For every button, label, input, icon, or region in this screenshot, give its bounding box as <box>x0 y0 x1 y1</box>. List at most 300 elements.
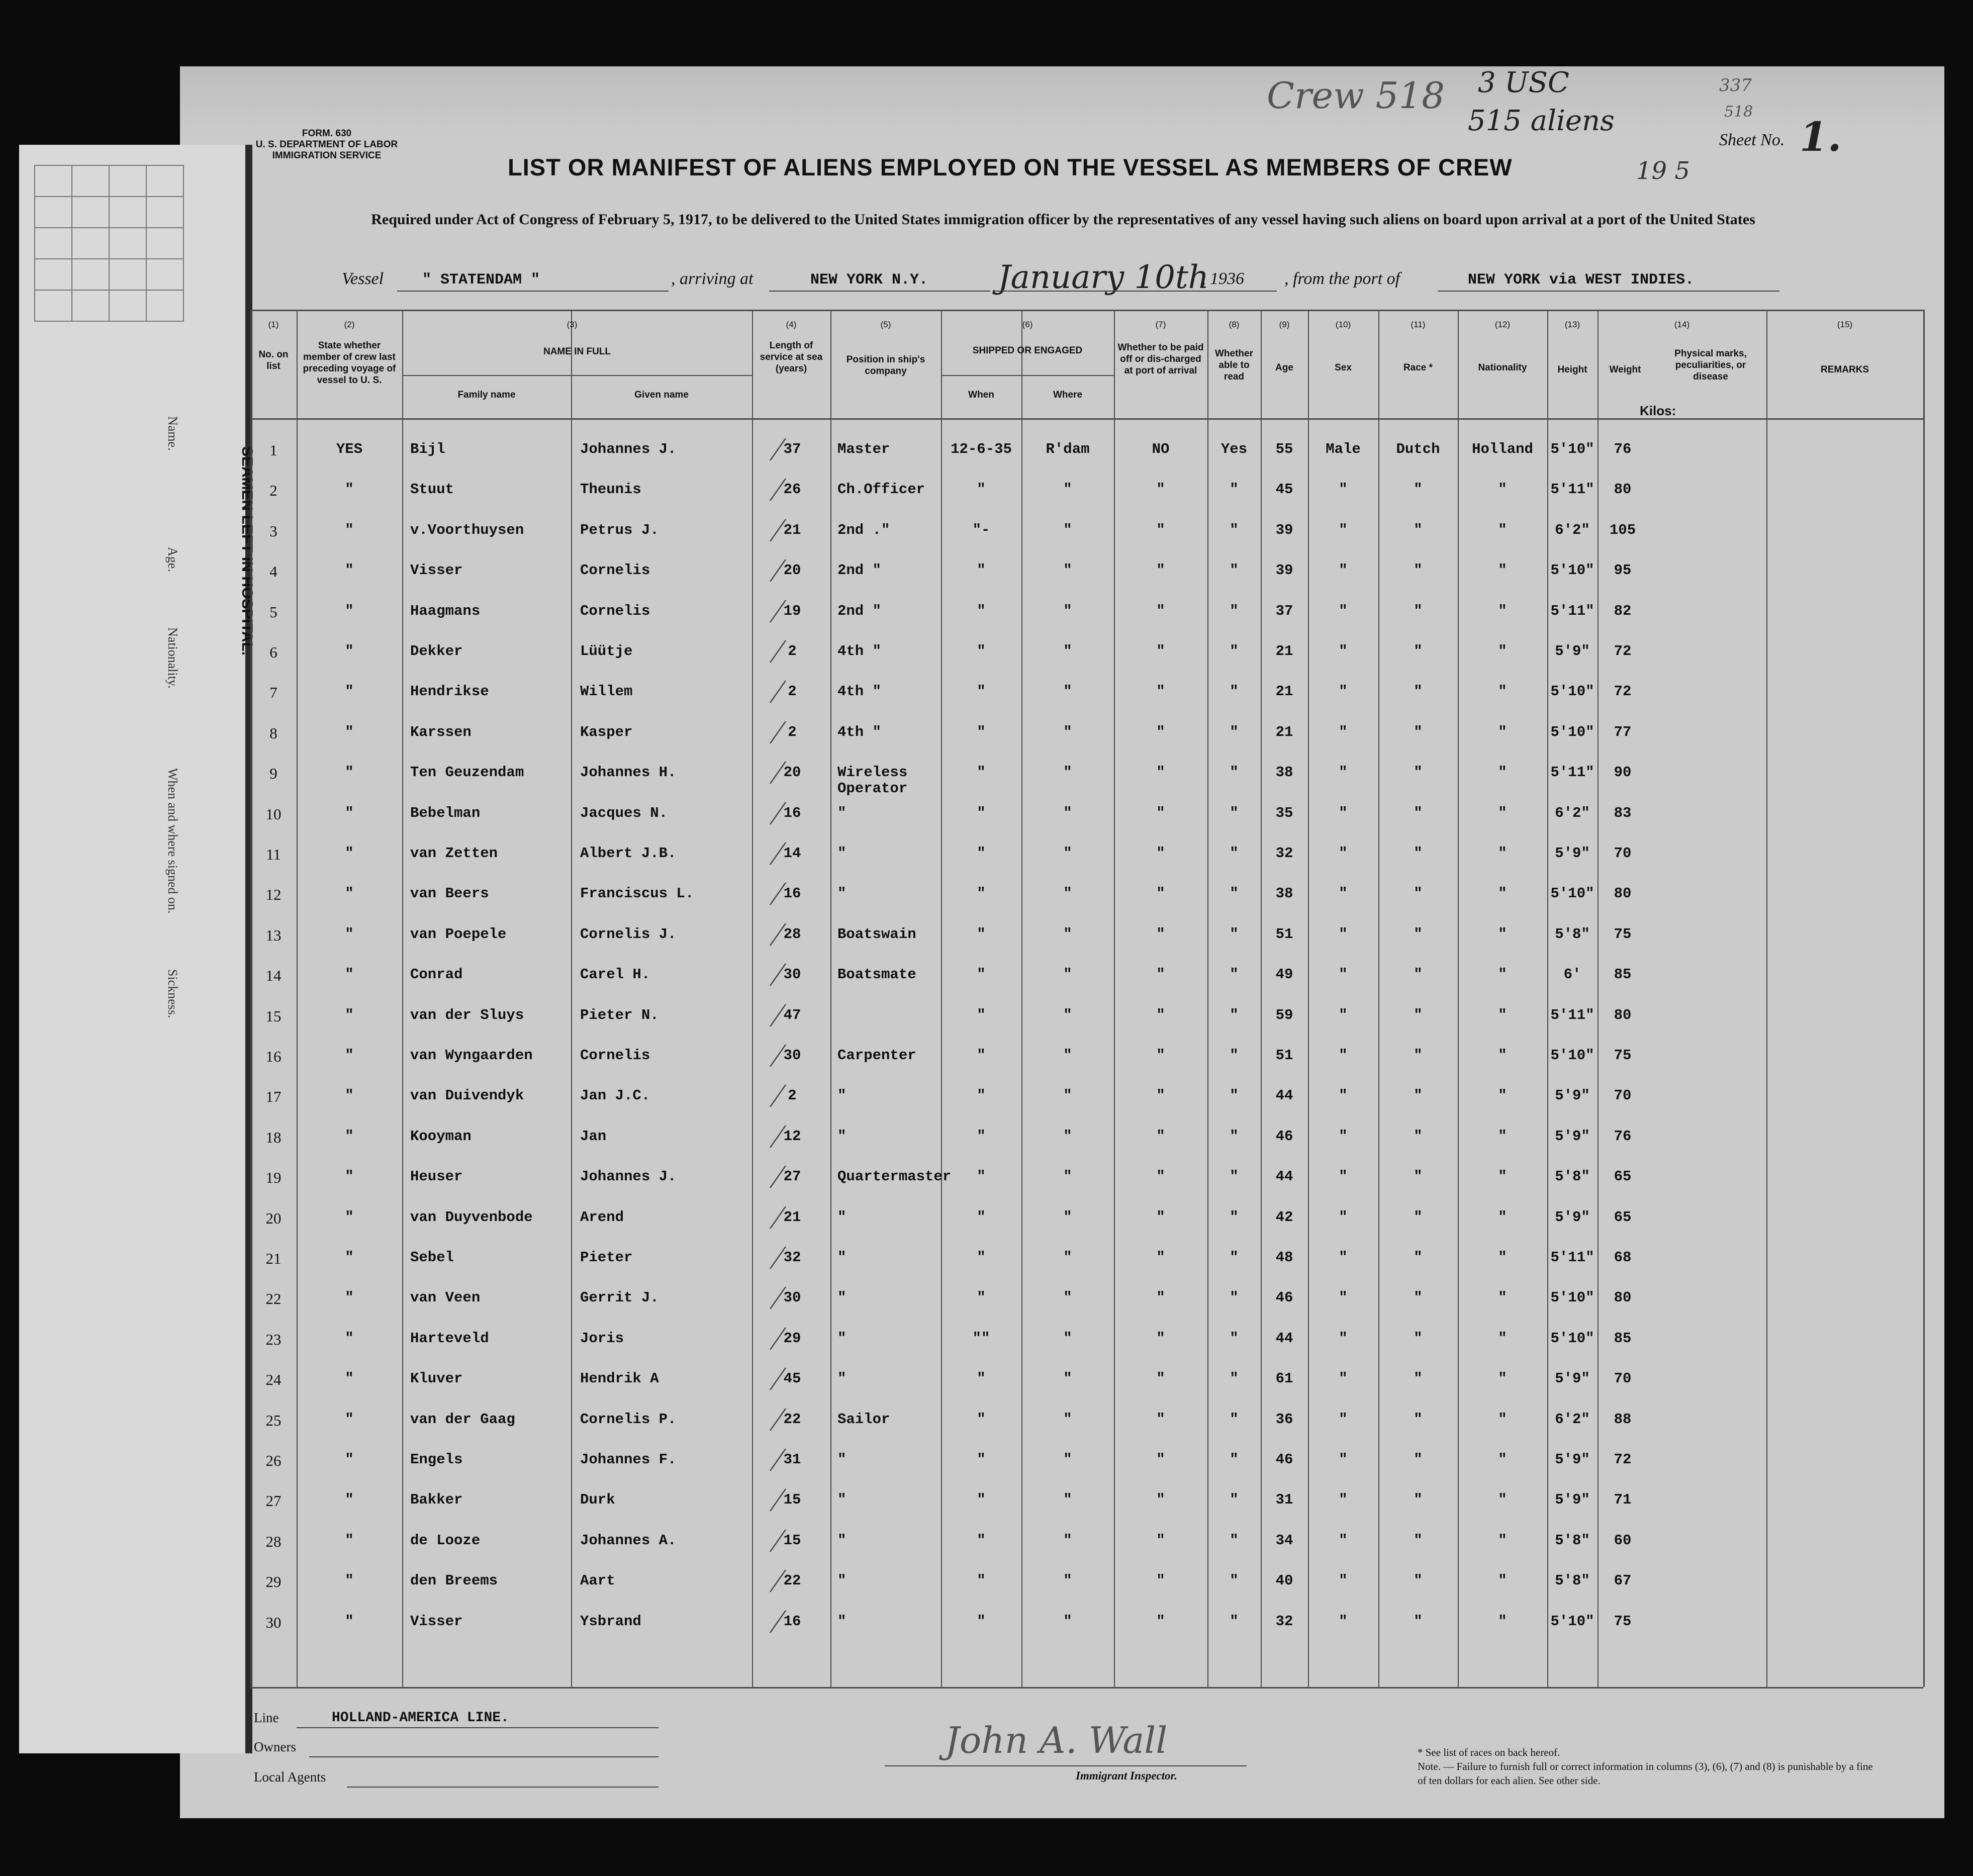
header-height: Height <box>1557 364 1587 375</box>
cell-sex: " <box>1339 1491 1348 1509</box>
flap-cell <box>109 290 146 321</box>
cell-nat: " <box>1498 845 1507 862</box>
flap-label-age: Age. <box>165 547 180 572</box>
cell-nat: " <box>1498 683 1507 700</box>
flap-title: SEAMEN LEFT IN HOSPITAL. <box>239 446 255 656</box>
column-number: (7) <box>1155 320 1166 329</box>
cell-height: 5'11" <box>1550 602 1594 619</box>
cell-weight: 90 <box>1614 764 1632 781</box>
cell-family: Dekker <box>410 643 463 660</box>
cell-paid: " <box>1156 1249 1165 1266</box>
cell-given: Johannes A. <box>580 1532 677 1549</box>
cell-family: Sebel <box>410 1249 454 1266</box>
header-sex: Sex <box>1335 362 1352 373</box>
cell-years: 2 <box>788 683 797 700</box>
cell-where: " <box>1063 1491 1072 1509</box>
column-rule <box>1923 310 1925 1687</box>
cell-crew: " <box>345 1532 354 1549</box>
cell-where: R'dam <box>1046 441 1090 457</box>
cell-position: " <box>837 1249 847 1266</box>
cell-where: " <box>1063 1451 1072 1468</box>
cell-where: " <box>1063 1330 1072 1347</box>
row-number: 7 <box>269 684 277 702</box>
cell-nat: Holland <box>1472 441 1533 457</box>
cell-nat: " <box>1498 1451 1507 1468</box>
row-number: 15 <box>265 1007 281 1025</box>
cell-crew: " <box>345 1006 354 1023</box>
cell-weight: 68 <box>1614 1249 1632 1266</box>
cell-age: 44 <box>1275 1087 1293 1104</box>
cell-nat: " <box>1498 885 1507 902</box>
cell-age: 36 <box>1275 1411 1293 1428</box>
table-row <box>250 684 1923 724</box>
cell-position: 4th " <box>837 723 882 740</box>
cell-nat: " <box>1498 1249 1507 1266</box>
cell-race: " <box>1414 1451 1423 1468</box>
penalty-note: Note. — Failure to furnish full or correct information in columns (3), (6), (7) and (8) is punishable by a fine of ten dollars for each alien. See other side. <box>1418 1760 1873 1787</box>
hospital-flap <box>19 145 255 1753</box>
cell-family: Bijl <box>410 441 445 457</box>
cell-paid: " <box>1156 1168 1165 1185</box>
cell-family: Kooyman <box>410 1128 472 1145</box>
cell-when: " <box>977 925 986 943</box>
cell-paid: " <box>1156 521 1165 538</box>
cell-when: " <box>977 481 986 498</box>
cell-sex: " <box>1339 643 1348 660</box>
cell-position: 4th " <box>837 643 882 660</box>
cell-read: " <box>1230 764 1239 781</box>
annotation-corner-b: 518 <box>1724 103 1753 121</box>
cell-when: " <box>977 1289 986 1306</box>
cell-weight: 85 <box>1614 966 1632 983</box>
cell-race: " <box>1414 1411 1423 1428</box>
from-port: NEW YORK via WEST INDIES. <box>1468 271 1695 289</box>
cell-years: 45 <box>783 1370 801 1387</box>
cell-when: " <box>977 845 986 862</box>
cell-race: " <box>1414 1572 1423 1589</box>
agents-underline <box>347 1787 659 1788</box>
table-row <box>250 1614 1923 1654</box>
form-department: U. S. DEPARTMENT OF LABOR <box>255 139 398 150</box>
table-row <box>250 886 1923 926</box>
paper-fold <box>180 66 1944 137</box>
cell-sex: " <box>1339 1249 1348 1266</box>
cell-years: 21 <box>783 1208 801 1226</box>
cell-age: 49 <box>1275 966 1293 983</box>
cell-when: "- <box>972 521 990 538</box>
cell-crew: " <box>345 1249 354 1266</box>
cell-family: Harteveld <box>410 1330 489 1347</box>
cell-weight: 71 <box>1614 1491 1632 1509</box>
cell-nat: " <box>1498 966 1507 983</box>
cell-family: Bakker <box>410 1491 463 1509</box>
cell-given: Pieter N. <box>580 1006 659 1023</box>
header-given-name: Given name <box>634 390 689 400</box>
cell-read: " <box>1230 1168 1239 1185</box>
cell-read: " <box>1230 1411 1239 1428</box>
vessel-underline <box>397 291 669 292</box>
cell-given: Jan <box>580 1128 607 1145</box>
cell-given: Cornelis <box>580 1047 650 1064</box>
cell-race: " <box>1414 1208 1423 1226</box>
cell-age: 51 <box>1275 1047 1293 1064</box>
cell-race: " <box>1414 1532 1423 1549</box>
cell-given: Johannes H. <box>580 764 677 781</box>
row-number: 5 <box>269 603 277 621</box>
cell-height: 5'9" <box>1555 1491 1590 1509</box>
row-number: 14 <box>265 967 281 985</box>
cell-sex: " <box>1339 521 1348 538</box>
cell-crew: " <box>345 804 354 821</box>
cell-paid: " <box>1156 1411 1165 1428</box>
row-number: 13 <box>265 926 281 944</box>
cell-when: " <box>977 1006 986 1023</box>
cell-sex: " <box>1339 1168 1348 1185</box>
vessel-label: Vessel <box>342 269 384 288</box>
cell-given: Hendrik A <box>580 1370 659 1387</box>
row-number: 25 <box>265 1411 281 1429</box>
header-shipped: SHIPPED OR ENGAGED <box>972 345 1083 356</box>
cell-nat: " <box>1498 1006 1507 1023</box>
arriving-port: NEW YORK N.Y. <box>810 271 928 289</box>
cell-sex: " <box>1339 1289 1348 1306</box>
cell-crew: " <box>345 723 354 740</box>
cell-given: Cornelis <box>580 562 650 579</box>
table-row <box>250 441 1923 482</box>
cell-weight: 76 <box>1614 441 1632 457</box>
cell-years: 30 <box>783 1289 801 1306</box>
flap-cell <box>35 228 72 259</box>
flap-cell <box>72 197 109 228</box>
arriving-label: , arriving at <box>671 269 754 288</box>
cell-race: " <box>1414 764 1423 781</box>
cell-when: " <box>977 1572 986 1589</box>
cell-family: v.Voorthuysen <box>410 521 524 538</box>
cell-position: 2nd " <box>837 602 882 619</box>
flap-cell <box>35 259 72 290</box>
cell-nat: " <box>1498 1572 1507 1589</box>
cell-position: Master <box>837 441 890 457</box>
cell-where: " <box>1063 481 1072 498</box>
cell-years: 30 <box>783 966 801 983</box>
cell-read: " <box>1230 1491 1239 1509</box>
cell-sex: " <box>1339 885 1348 902</box>
cell-years: 20 <box>783 764 801 781</box>
cell-given: Arend <box>580 1208 624 1226</box>
form-service: IMMIGRATION SERVICE <box>272 150 382 161</box>
cell-age: 46 <box>1275 1289 1293 1306</box>
cell-race: " <box>1414 1168 1423 1185</box>
flap-labels <box>165 416 230 1070</box>
cell-race: " <box>1414 723 1423 740</box>
cell-crew: " <box>345 1330 354 1347</box>
cell-weight: 82 <box>1614 602 1632 619</box>
cell-read: " <box>1230 925 1239 943</box>
cell-age: 38 <box>1275 885 1293 902</box>
table-row <box>250 1169 1923 1209</box>
cell-nat: " <box>1498 602 1507 619</box>
cell-family: Karssen <box>410 723 472 740</box>
cell-position: " <box>837 1613 847 1630</box>
cell-age: 45 <box>1275 481 1293 498</box>
cell-read: " <box>1230 804 1239 821</box>
flap-label-nationality: Nationality. <box>165 627 180 689</box>
row-number: 29 <box>265 1573 281 1591</box>
cell-race: " <box>1414 1047 1423 1064</box>
cell-paid: " <box>1156 1006 1165 1023</box>
cell-sex: " <box>1339 925 1348 943</box>
header-able-read: Whether able to read <box>1215 348 1253 382</box>
cell-height: 5'11" <box>1550 1006 1594 1023</box>
column-number: (3) <box>567 320 578 329</box>
cell-where: " <box>1063 804 1072 821</box>
cell-position: " <box>837 1370 847 1387</box>
column-number: (2) <box>344 320 355 329</box>
cell-height: 5'10" <box>1550 683 1594 700</box>
cell-nat: " <box>1498 925 1507 943</box>
cell-age: 38 <box>1275 764 1293 781</box>
cell-years: 15 <box>783 1491 801 1509</box>
year-note: 19 5 <box>1636 157 1690 185</box>
cell-when: " <box>977 966 986 983</box>
cell-years: 12 <box>783 1128 801 1145</box>
cell-position: " <box>837 1330 847 1347</box>
cell-crew: " <box>345 643 354 660</box>
flap-label-signed: When and where signed on. <box>165 768 180 914</box>
cell-nat: " <box>1498 1330 1507 1347</box>
cell-paid: " <box>1156 723 1165 740</box>
cell-when: " <box>977 1249 986 1266</box>
cell-age: 40 <box>1275 1572 1293 1589</box>
cell-age: 21 <box>1275 643 1293 660</box>
table-row <box>250 1048 1923 1088</box>
cell-where: " <box>1063 1168 1072 1185</box>
cell-where: " <box>1063 643 1072 660</box>
cell-years: 37 <box>783 441 801 457</box>
cell-height: 5'11" <box>1550 764 1594 781</box>
cell-crew: " <box>345 1411 354 1428</box>
cell-where: " <box>1063 683 1072 700</box>
table-row <box>250 1209 1923 1250</box>
cell-where: " <box>1063 1087 1072 1104</box>
cell-where: " <box>1063 885 1072 902</box>
header-where: Where <box>1053 390 1083 400</box>
column-number: (11) <box>1411 320 1426 329</box>
cell-crew: " <box>345 966 354 983</box>
cell-crew: " <box>345 1168 354 1185</box>
cell-years: 47 <box>783 1006 801 1023</box>
cell-read: " <box>1230 1289 1239 1306</box>
cell-height: 5'8" <box>1555 925 1590 943</box>
cell-paid: " <box>1156 1087 1165 1104</box>
cell-paid: " <box>1156 1208 1165 1226</box>
cell-age: 44 <box>1275 1330 1293 1347</box>
cell-height: 5'10" <box>1550 1289 1594 1306</box>
table-row <box>250 1250 1923 1290</box>
row-number: 22 <box>265 1290 281 1308</box>
cell-position: 2nd " <box>837 562 882 579</box>
cell-race: " <box>1414 1128 1423 1145</box>
cell-height: 5'10" <box>1550 723 1594 740</box>
cell-race: " <box>1414 1370 1423 1387</box>
cell-age: 32 <box>1275 845 1293 862</box>
cell-crew: YES <box>336 441 363 457</box>
cell-position: Wireless Operator <box>837 764 908 797</box>
cell-given: Petrus J. <box>580 521 659 538</box>
table-row <box>250 805 1923 846</box>
cell-paid: " <box>1156 1451 1165 1468</box>
cell-crew: " <box>345 602 354 619</box>
cell-family: van der Gaag <box>410 1411 515 1428</box>
cell-height: 5'9" <box>1555 845 1590 862</box>
cell-crew: " <box>345 845 354 862</box>
arrival-year: , 1936 <box>1201 269 1244 288</box>
table-row <box>250 967 1923 1007</box>
row-number: 9 <box>269 765 277 783</box>
cell-crew: " <box>345 521 354 538</box>
cell-read: " <box>1230 1006 1239 1023</box>
cell-when: " <box>977 643 986 660</box>
table-row <box>250 562 1923 603</box>
cell-age: 44 <box>1275 1168 1293 1185</box>
cell-position: " <box>837 1087 847 1104</box>
cell-read: " <box>1230 1208 1239 1226</box>
cell-weight: 85 <box>1614 1330 1632 1347</box>
column-number: (6) <box>1022 320 1033 329</box>
row-number: 10 <box>265 805 281 823</box>
cell-height: 5'10" <box>1550 562 1594 579</box>
table-row <box>250 724 1923 765</box>
cell-years: 19 <box>783 602 801 619</box>
cell-weight: 77 <box>1614 723 1632 740</box>
cell-age: 55 <box>1275 441 1293 457</box>
cell-years: 22 <box>783 1411 801 1428</box>
cell-paid: " <box>1156 804 1165 821</box>
cell-read: " <box>1230 1370 1239 1387</box>
cell-age: 35 <box>1275 804 1293 821</box>
row-number: 23 <box>265 1330 281 1348</box>
cell-nat: " <box>1498 1289 1507 1306</box>
cell-race: " <box>1414 1087 1423 1104</box>
cell-family: Ten Geuzendam <box>410 764 524 781</box>
row-number: 18 <box>265 1128 281 1146</box>
cell-when: " <box>977 1047 986 1064</box>
cell-height: 5'10" <box>1550 885 1594 902</box>
cell-paid: " <box>1156 602 1165 619</box>
cell-nat: " <box>1498 1491 1507 1509</box>
cell-given: Albert J.B. <box>580 845 677 862</box>
header-remarks: REMARKS <box>1820 364 1869 375</box>
row-number: 30 <box>265 1613 281 1631</box>
cell-given: Durk <box>580 1491 615 1509</box>
cell-age: 39 <box>1275 521 1293 538</box>
cell-family: Kluver <box>410 1370 463 1387</box>
header-when: When <box>968 390 994 400</box>
cell-paid: " <box>1156 1532 1165 1549</box>
cell-nat: " <box>1498 1208 1507 1226</box>
table-row <box>250 522 1923 562</box>
cell-crew: " <box>345 1572 354 1589</box>
cell-age: 21 <box>1275 723 1293 740</box>
cell-race: " <box>1414 925 1423 943</box>
cell-paid: " <box>1156 1330 1165 1347</box>
cell-where: " <box>1063 1047 1072 1064</box>
cell-race: " <box>1414 1330 1423 1347</box>
cell-given: Cornelis P. <box>580 1411 677 1428</box>
cell-age: 51 <box>1275 925 1293 943</box>
row-number: 27 <box>265 1492 281 1510</box>
cell-nat: " <box>1498 562 1507 579</box>
cell-sex: " <box>1339 966 1348 983</box>
cell-paid: " <box>1156 1491 1165 1509</box>
cell-race: " <box>1414 1289 1423 1306</box>
agents-label: Local Agents <box>254 1769 326 1785</box>
cell-position: " <box>837 1128 847 1145</box>
name-subheader-rule <box>402 375 752 376</box>
cell-sex: " <box>1339 1006 1348 1023</box>
sheet-label: Sheet No. <box>1719 131 1785 149</box>
cell-weight: 75 <box>1614 1613 1632 1630</box>
flap-cell <box>146 228 183 259</box>
cell-family: Stuut <box>410 481 454 498</box>
header-position: Position in ship's company <box>846 354 925 377</box>
column-number: (8) <box>1229 320 1240 329</box>
header-family-name: Family name <box>457 390 516 400</box>
cell-position: " <box>837 1208 847 1226</box>
cell-when: " <box>977 1087 986 1104</box>
cell-paid: " <box>1156 1047 1165 1064</box>
cell-position: Boatsmate <box>837 966 916 983</box>
cell-where: " <box>1063 1249 1072 1266</box>
line-underline <box>297 1727 659 1728</box>
cell-years: 32 <box>783 1249 801 1266</box>
cell-sex: " <box>1339 1451 1348 1468</box>
cell-sex: " <box>1339 1370 1348 1387</box>
cell-family: van Duivendyk <box>410 1087 524 1104</box>
cell-given: Jacques N. <box>580 804 668 821</box>
cell-paid: " <box>1156 1370 1165 1387</box>
cell-when: " <box>977 1613 986 1630</box>
date-underline <box>995 291 1277 292</box>
cell-read: " <box>1230 1249 1239 1266</box>
cell-when: " <box>977 1411 986 1428</box>
cell-where: " <box>1063 845 1072 862</box>
cell-when: " <box>977 1451 986 1468</box>
cell-when: " <box>977 1208 986 1226</box>
cell-race: " <box>1414 683 1423 700</box>
cell-read: " <box>1230 1128 1239 1145</box>
cell-sex: " <box>1339 764 1348 781</box>
cell-where: " <box>1063 1128 1072 1145</box>
cell-age: 32 <box>1275 1613 1293 1630</box>
cell-where: " <box>1063 1613 1072 1630</box>
cell-read: " <box>1230 1572 1239 1589</box>
cell-when: " <box>977 1491 986 1509</box>
cell-family: Visser <box>410 562 463 579</box>
header-paid-off: Whether to be paid off or dis-charged at port of arrival <box>1117 342 1204 376</box>
cell-nat: " <box>1498 1128 1507 1145</box>
cell-sex: " <box>1339 804 1348 821</box>
cell-sex: " <box>1339 602 1348 619</box>
cell-sex: " <box>1339 1128 1348 1145</box>
cell-weight: 80 <box>1614 885 1632 902</box>
cell-nat: " <box>1498 764 1507 781</box>
cell-height: 5'10" <box>1550 1330 1594 1347</box>
shipped-subheader-rule <box>941 375 1114 376</box>
cell-sex: " <box>1339 1087 1348 1104</box>
cell-paid: " <box>1156 562 1165 579</box>
cell-race: " <box>1414 845 1423 862</box>
